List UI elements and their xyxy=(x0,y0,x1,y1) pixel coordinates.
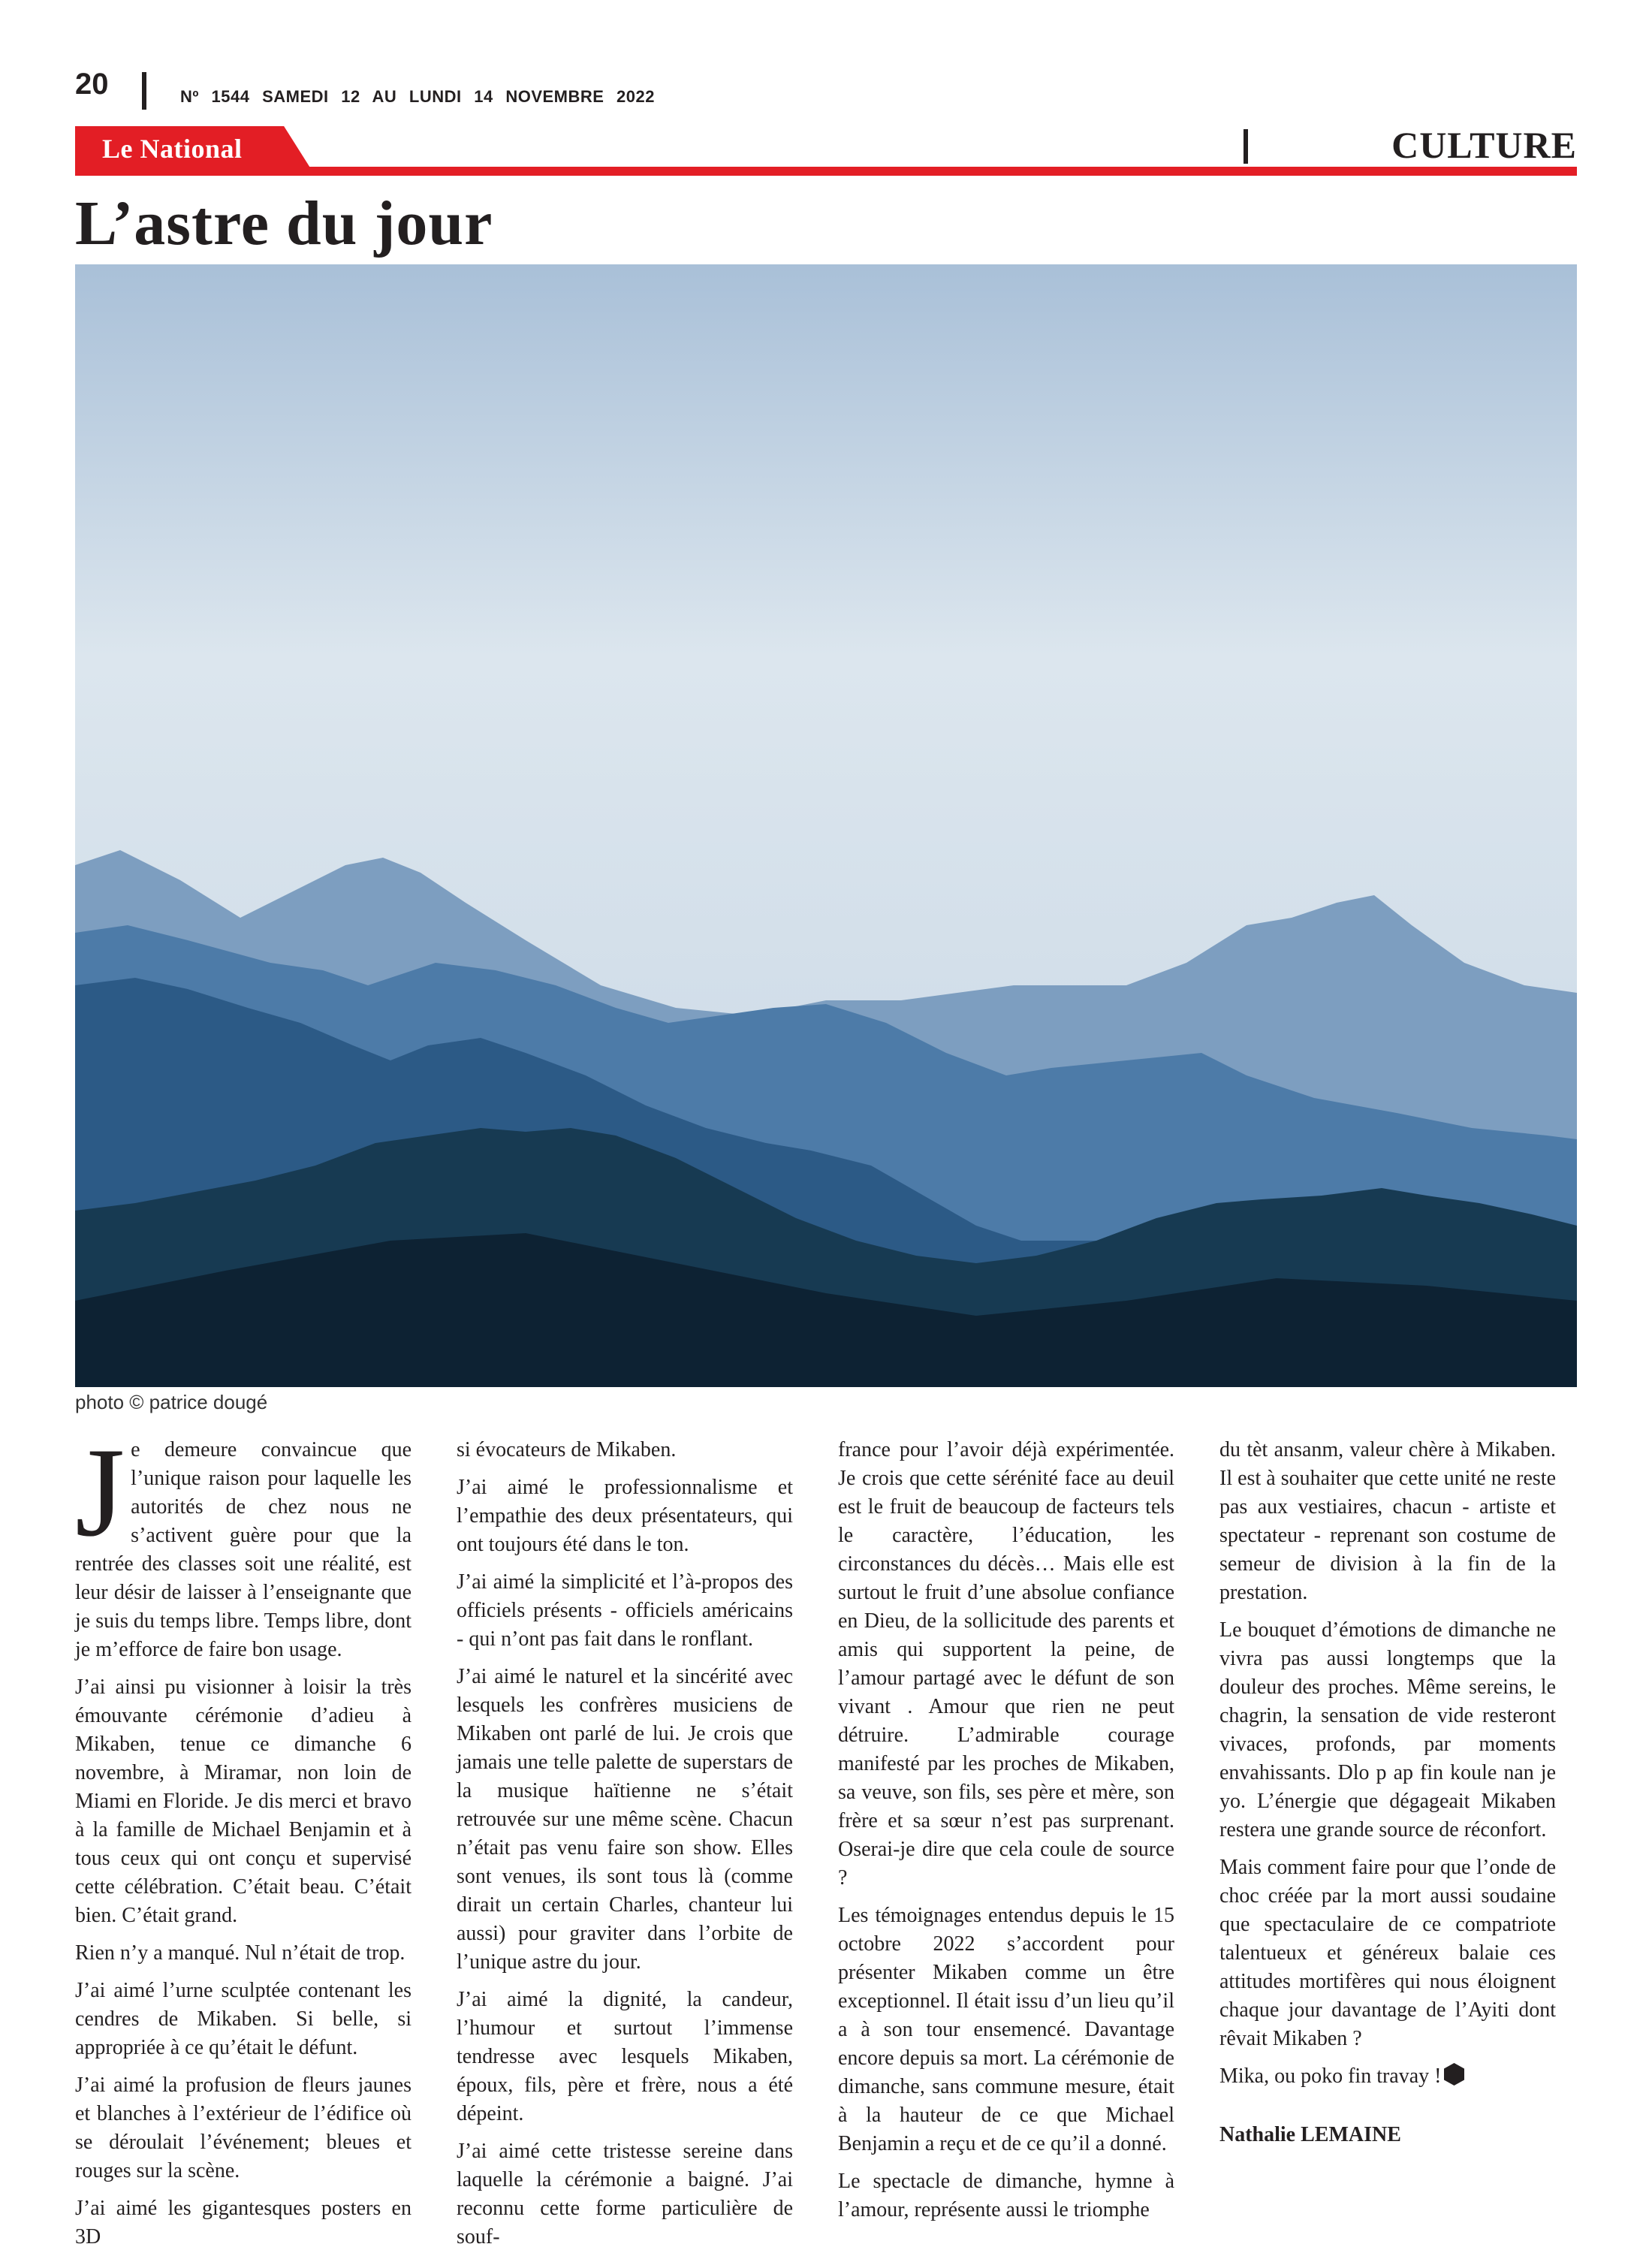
article-column-2 xyxy=(457,1436,793,2248)
article-title: L’astre du jour xyxy=(75,189,493,258)
paragraph: J’ai aimé les gigantesques posters en 3D xyxy=(75,2197,411,2248)
paragraph: du tèt ansanm, valeur chère à Mikaben. Il est à souhaiter que cette unité ne reste pas aux vestiaires, chacun - artiste et spectateur - reprenant son costume de semeur de division à la fin de la prestation. xyxy=(1219,1438,1556,1604)
paragraph: J’ai aimé la dignité, la candeur, l’humour et surtout l’immense tendresse avec lesquels Mikaben, époux, fils, père et frère, nous a été dépeint. xyxy=(457,1988,793,2125)
author-byline: Nathalie LEMAINE xyxy=(1219,2123,1401,2146)
paragraph: Les témoignages entendus depuis le 15 octobre 2022 s’accordent pour présenter Mikaben comme un être exceptionnel. Il était issu d’un lieu qu’il a à son tour ensemencé. Davantage encore depuis sa mort. La cérémonie de dimanche, sans commune mesure, était à la hauteur de ce que Michael Benjamin a reçu et de ce qu’il a donné. xyxy=(838,1904,1174,2155)
paragraph: J’ai aimé le professionnalisme et l’empathie des deux présentateurs, qui ont toujours été dans le ton. xyxy=(457,1476,793,1556)
masthead-label: Le National xyxy=(102,134,243,164)
paragraph: J’ai aimé la profusion de fleurs jaunes et blanches à l’extérieur de l’édifice où se déroulait l’événement; bleues et rouges sur la scène. xyxy=(75,2074,411,2182)
issue-line: Nº 1544 SAMEDI 12 AU LUNDI 14 NOVEMBRE 2022 xyxy=(180,87,656,106)
page-number: 20 xyxy=(75,68,109,101)
section-label: CULTURE xyxy=(1391,124,1577,166)
article-column-3 xyxy=(838,1436,1174,2221)
drop-cap: J xyxy=(75,1422,125,1563)
header-rule xyxy=(75,167,1577,176)
paragraph: Rien n’y a manqué. Nul n’était de trop. xyxy=(75,1941,405,1965)
paragraph: J’ai aimé cette tristesse sereine dans laquelle la cérémonie a baigné. J’ai reconnu cette forme particulière de souf- xyxy=(457,2140,793,2248)
paragraph: J’ai aimé l’urne sculptée contenant les cendres de Mikaben. Si belle, si appropriée à ce qu’était le défunt. xyxy=(75,1979,411,2059)
photo-credit: photo © patrice dougé xyxy=(75,1391,268,1413)
paragraph: Le spectacle de dimanche, hymne à l’amour, représente aussi le triomphe xyxy=(838,2170,1174,2221)
paragraph-text: e demeure convaincue que l’unique raison pour laquelle les autorités de chez nous ne s’activent guère pour que la rentrée des classes soit une réalité, est leur désir de laisser à l’enseignante que je suis du temps libre. Temps libre, dont je m’efforce de faire bon usage. xyxy=(75,1438,411,1661)
paragraph: Le bouquet d’émotions de dimanche ne vivra pas aussi longtemps que la douleur des proches. Même sereins, le chagrin, la sensation de vide resteront vivaces, profonds, par moments envahissants. Dlo p ap fin koule nan je yo. L’énergie que dégageait Mikaben restera une grande source de réconfort. xyxy=(1219,1618,1556,1841)
paragraph: J’ai aimé la simplicité et l’à-propos des officiels présents - officiels américains - qui n’ont pas fait dans le ronflant. xyxy=(457,1570,793,1651)
header-divider xyxy=(142,72,146,110)
paragraph: si évocateurs de Mikaben. xyxy=(457,1438,677,1461)
article-column-1 xyxy=(75,1422,411,2248)
mountain-landscape-photo xyxy=(75,264,1577,1387)
end-mark-icon xyxy=(1443,2063,1466,2086)
paragraph: J’ai aimé le naturel et la sincérité avec lesquels les confrères musiciens de Mikaben ont parlé de lui. Je crois que jamais une telle palette de superstars de la musique haïtienne ne s’était retrouvée sur une même scène. Chacun n’était pas venu faire son show. Elles sont venues, ils sont tous là (comme dirait un certain Charles, chanteur lui aussi) pour graviter dans l’orbite de l’unique astre du jour. xyxy=(457,1665,793,1974)
paragraph: Mais comment faire pour que l’onde de choc créée par la mort aussi soudaine que spectaculaire de ce compatriote talentueux et généreux balaie ces attitudes mortifères qui nous éloignent chaque jour davantage de l’Ayiti dont rêvait Mikaben ? xyxy=(1219,1856,1556,2050)
closing-text: Mika, ou poko fin travay ! xyxy=(1219,2064,1442,2088)
paragraph xyxy=(75,1422,411,1664)
paragraph: france pour l’avoir déjà expérimentée. Je crois que cette sérénité face au deuil est le fruit de beaucoup de facteurs tels le caractère, l’éducation, les circonstances du décès… Mais elle est surtout le fruit d’une absolue confiance en Dieu, de la sollicitude des parents et amis qui supportent la peine, de l’amour partagé avec le défunt de son vivant . Amour que rien ne peut détruire. L’admirable courage manifesté par les proches de Mikaben, sa veuve, son fils, ses père et mère, son frère et sa sœur n’est pas surprenant. Oserai-je dire que cela coule de source ? xyxy=(838,1438,1174,1890)
article-column-4 xyxy=(1219,1436,1556,2187)
paragraph: J’ai ainsi pu visionner à loisir la très émouvante cérémonie d’adieu à Mikaben, tenue ce dimanche 6 novembre, à Miramar, non loin de Miami en Floride. Je dis merci et bravo à la famille de Michael Benjamin et à tous ceux qui ont conçu et supervisé cette célébration. C’était beau. C’était bien. C’était grand. xyxy=(75,1675,411,1927)
closing-line xyxy=(1219,2062,1556,2091)
section-divider xyxy=(1244,129,1248,164)
